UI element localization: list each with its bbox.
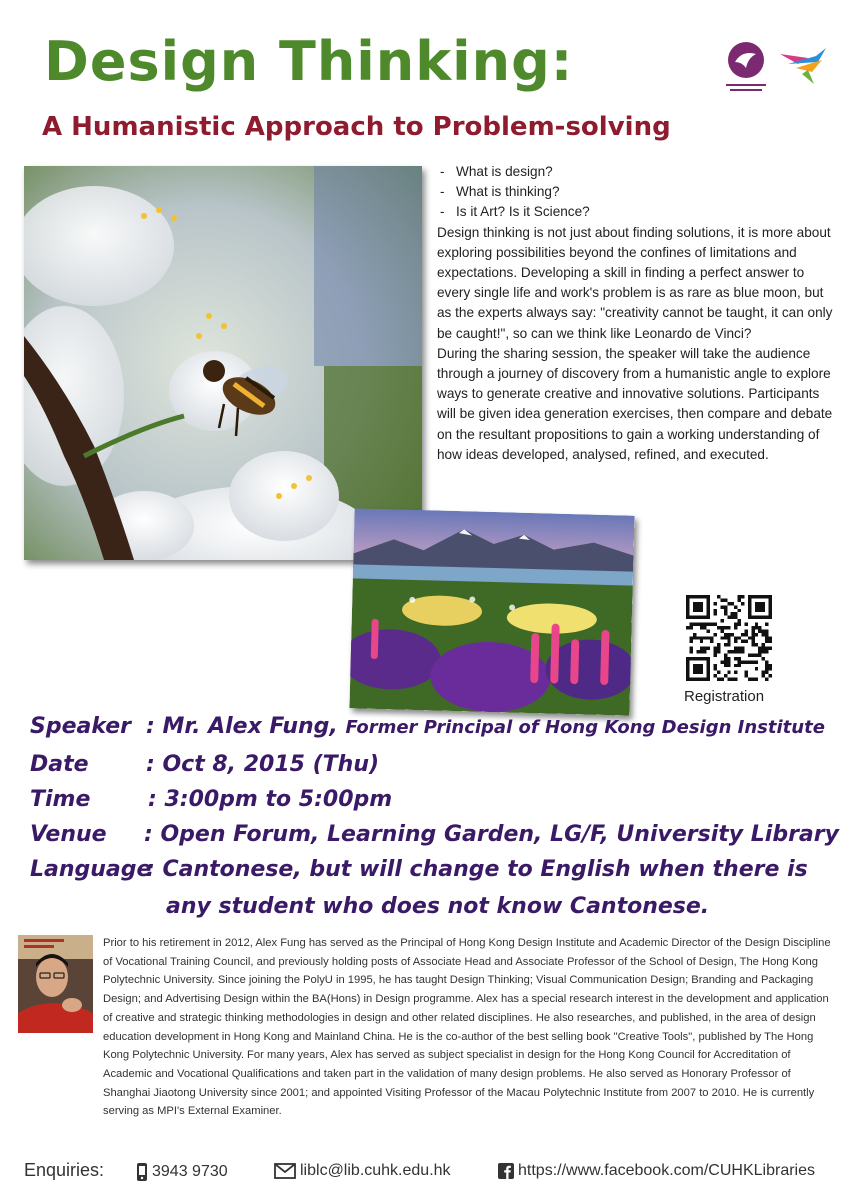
facebook-link[interactable]: https://www.facebook.com/CUHKLibraries: [518, 1162, 815, 1179]
venue-label: Venue: [30, 822, 107, 847]
library-logo: [722, 40, 770, 96]
speaker-photo: [18, 935, 93, 1033]
speaker-label: Speaker: [30, 714, 131, 739]
date-value: : Oct 8, 2015 (Thu): [146, 752, 380, 777]
language-label: Language: [30, 857, 152, 882]
list-item: - What is design?: [437, 162, 837, 182]
registration-qr-code[interactable]: [686, 595, 772, 681]
speaker-name: : Mr. Alex Fung,: [146, 714, 338, 739]
poster-subtitle: A Humanistic Approach to Problem-solving: [42, 112, 671, 142]
enquiries-label: Enquiries:: [24, 1160, 105, 1180]
email-icon: [274, 1163, 296, 1179]
venue-value: : Open Forum, Learning Garden, LG/F, University Library: [144, 822, 839, 847]
registration-label: Registration: [684, 688, 765, 705]
language-value: : Cantonese, but will change to English when there is: [146, 857, 808, 882]
flower-field-photo: [349, 508, 634, 715]
phone-icon: [136, 1162, 148, 1182]
time-label: Time: [30, 787, 91, 812]
date-label: Date: [30, 752, 89, 777]
phone-contact: [136, 1162, 228, 1182]
enquiries-footer: [24, 1160, 834, 1188]
list-item: - What is thinking?: [437, 182, 837, 202]
intro-paragraph: During the sharing session, the speaker will take the audience through a journey of discovery from a humanistic angle to explore ways to generate creative and innovative solutions. Participants will be given idea generation exercises, then compare and debate on the resultant propositions to gain a working understanding of how ideas developed, analysed, refined, and executed.: [437, 345, 833, 462]
intro-section: [437, 162, 837, 465]
bee-on-blossom-photo: [24, 166, 422, 560]
phone-number: 3943 9730: [152, 1163, 228, 1180]
facebook-contact[interactable]: [498, 1162, 815, 1180]
bird-logo: [778, 44, 830, 88]
speaker-bio: Prior to his retirement in 2012, Alex Fung has served as the Principal of Hong Kong Design Institute and Academic Director of the Design Discipline of Vocational Training Council, and previously holding posts of Associate Head and Associate Professor of the School of Design, The Hong Kong Polytechnic University. Since joining the PolyU in 1995, he has taught Design Thinking; Visual Communication Design; Branding and Packaging Design; and Advertising Design within the BA(Hons) in Design programme. Alex has a special research interest in the development and application of creative and strategic thinking methodologies in design and other related disciplines. He also researches, and published, in the area of design education development in Hong Kong and Mainland China. He is the co-author of the best selling book "Creative Tools", published by The Hong Kong Polytechnic University. For many years, Alex has served as subject specialist in design for the Hong Kong Council for Accreditation of Academic and Vocational Qualifications and taken part in the validation of many design problems. He also served as Honorary Professor of Shanghai Jiaotong University since 2001; and appointed Visiting Professor of the Macau Polytechnic Institute from 2007 to 2010. He is currently serving as MPI's External Examiner.: [103, 937, 831, 1118]
language-value-cont: any student who does not know Cantonese.: [166, 894, 710, 919]
speaker-title: Former Principal of Hong Kong Design Institute: [345, 717, 825, 738]
time-value: : 3:00pm to 5:00pm: [148, 787, 393, 812]
email-link[interactable]: liblc@lib.cuhk.edu.hk: [300, 1162, 451, 1179]
intro-paragraph: Design thinking is not just about finding solutions, it is more about exploring possibilities beyond the confines of limitations and expectations. Developing a skill in finding a perfect answer to every single life and work's problem is as rare as blue moon, but as the experts always say: "creativity cannot be taught, it can only be caught!", so can we think like Leonardo de Vinci?: [437, 224, 833, 341]
facebook-icon: [498, 1163, 514, 1179]
question-list: [437, 162, 837, 223]
poster-title: Design Thinking:: [44, 30, 574, 93]
list-item: - Is it Art? Is it Science?: [437, 202, 837, 222]
email-contact[interactable]: [274, 1162, 451, 1180]
